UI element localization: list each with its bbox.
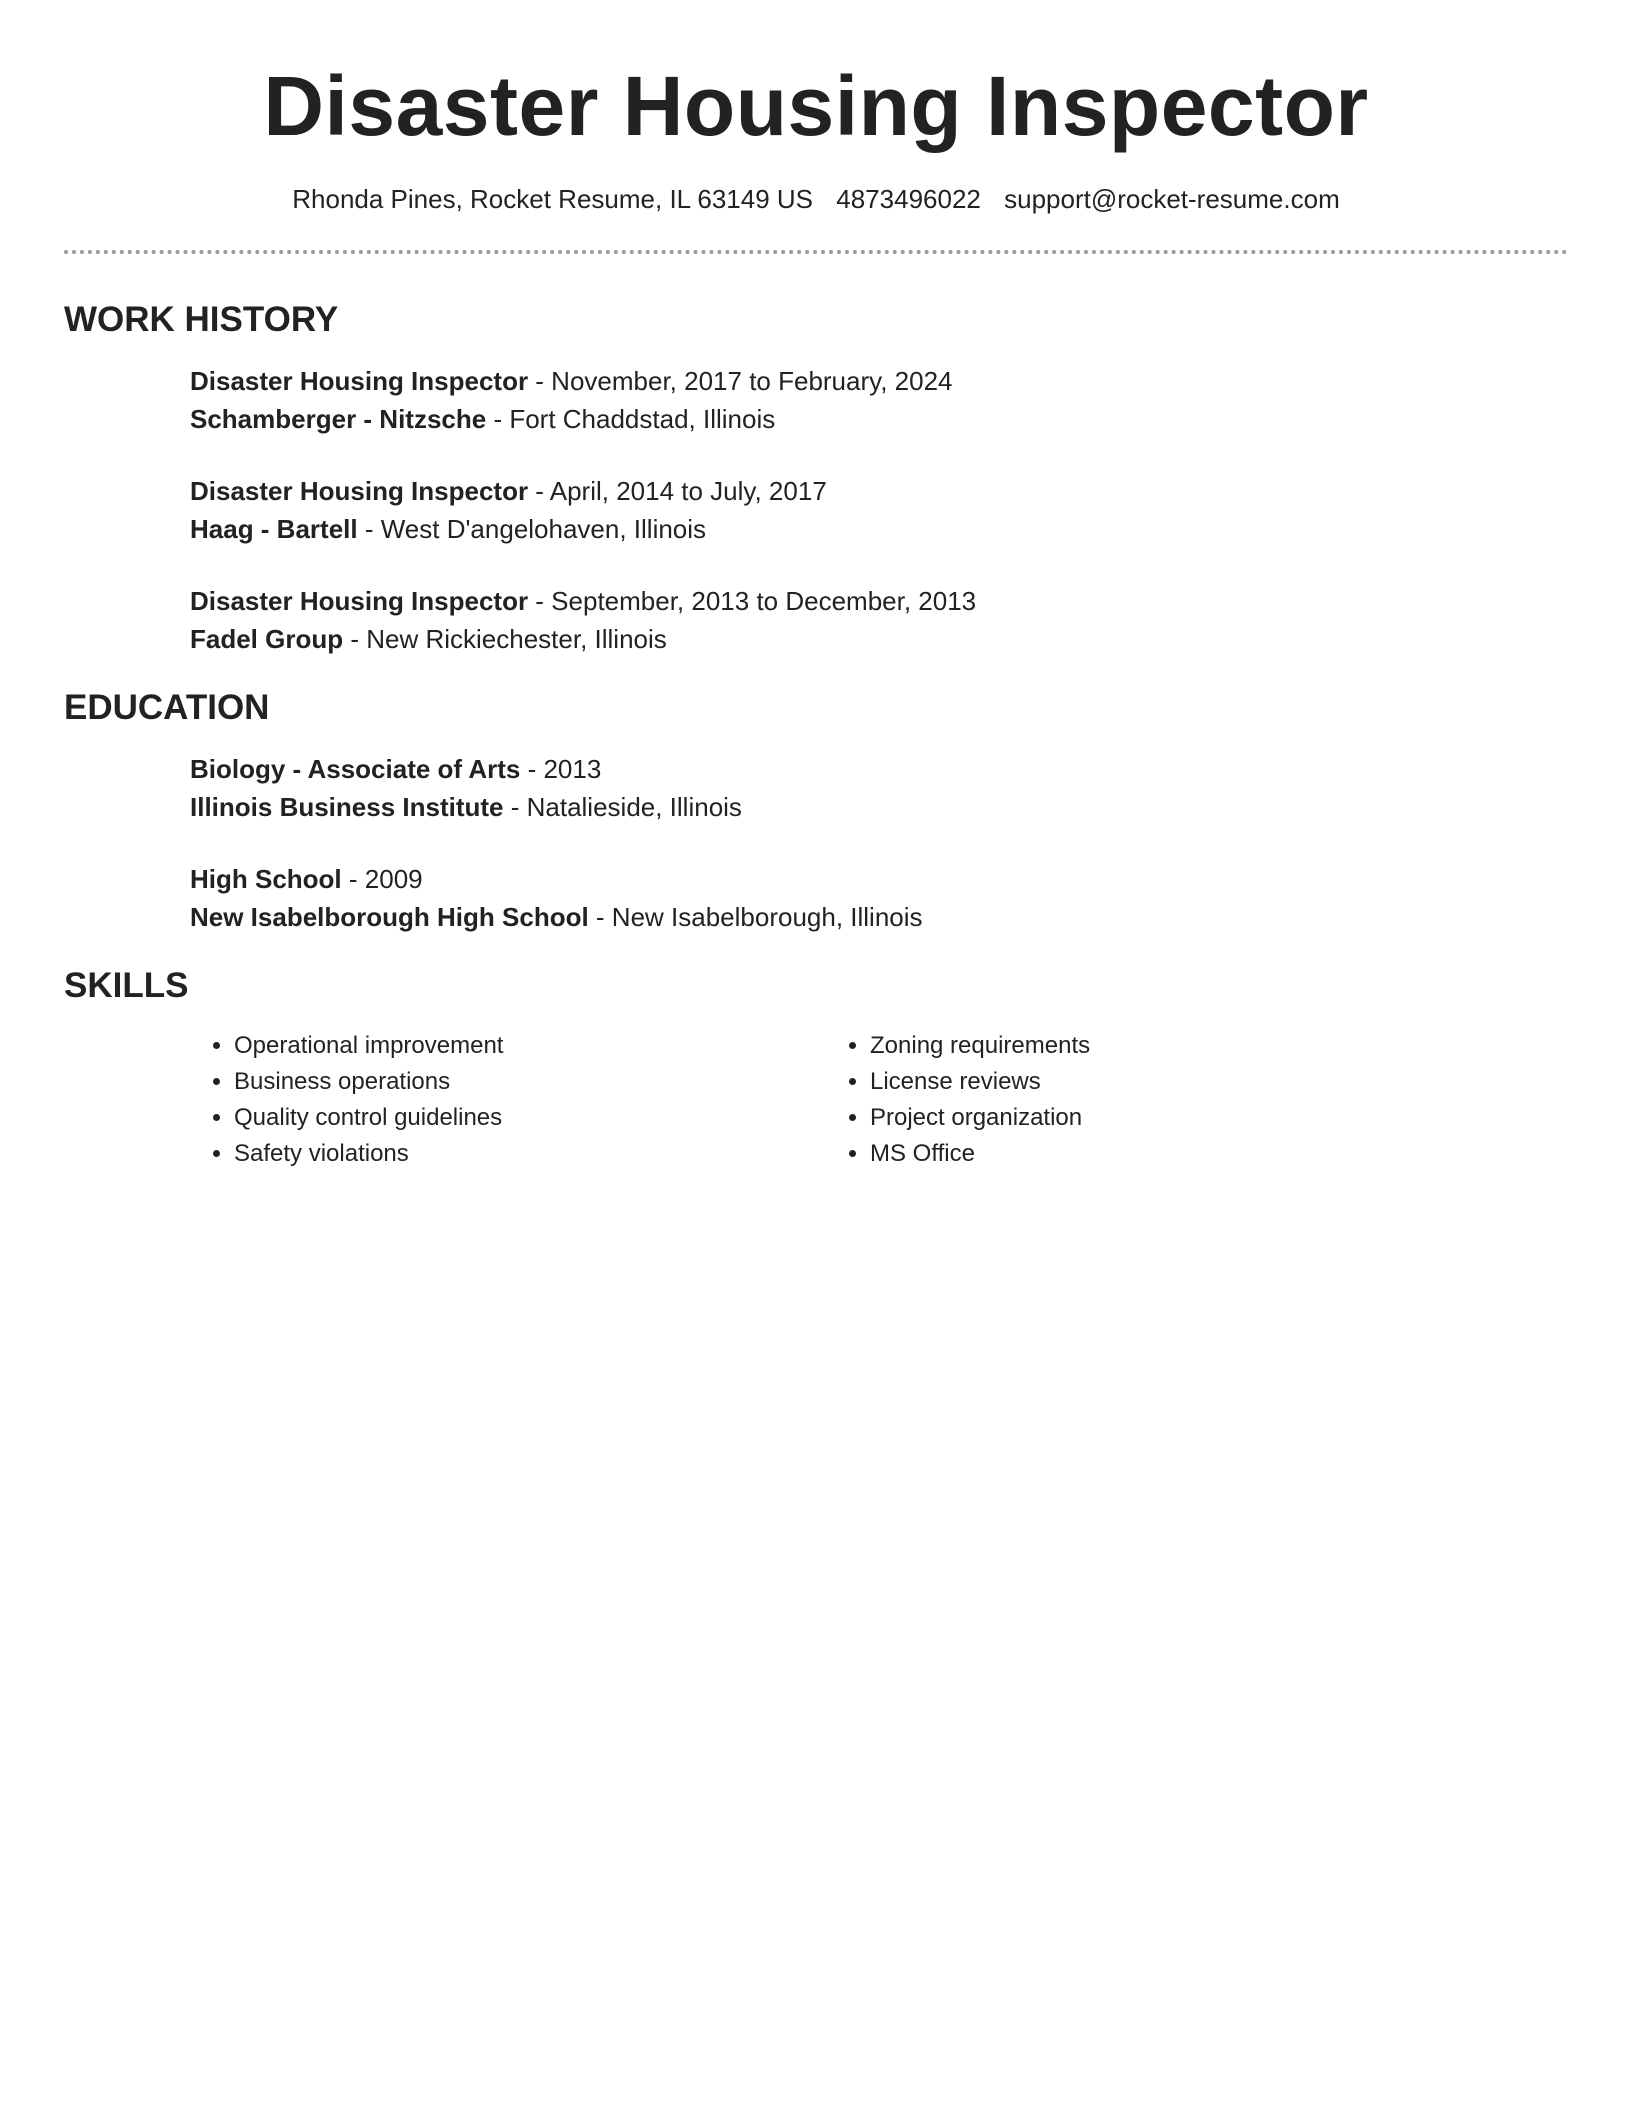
work-entry-org-line	[190, 620, 1568, 658]
skill-item: • Safety violations	[234, 1136, 826, 1172]
school-location: - Natalieside, Illinois	[503, 792, 742, 822]
skill-item: • Operational improvement	[234, 1028, 826, 1064]
job-dates: - April, 2014 to July, 2017	[528, 476, 827, 506]
degree-year: - 2013	[520, 754, 602, 784]
education-entry-title-line	[190, 860, 1568, 898]
skills-columns	[190, 1028, 1568, 1172]
school-location: - New Isabelborough, Illinois	[588, 902, 923, 932]
employer-location: - West D'angelohaven, Illinois	[357, 514, 707, 544]
education-entry	[190, 860, 1568, 936]
contact-phone: 4873496022	[836, 184, 981, 214]
employer-name: Fadel Group	[190, 624, 344, 654]
work-entry-title-line	[190, 362, 1568, 400]
work-history-list	[190, 362, 1568, 658]
work-entry-title-line	[190, 472, 1568, 510]
degree-title: High School	[190, 864, 342, 894]
employer-name: Schamberger - Nitzsche	[190, 404, 487, 434]
skills-heading: SKILLS	[64, 966, 189, 1005]
contact-address: Rhonda Pines, Rocket Resume, IL 63149 US	[292, 184, 814, 214]
resume-title: Disaster Housing Inspector	[263, 59, 1369, 153]
header-divider	[64, 250, 1568, 254]
work-entry	[190, 582, 1568, 658]
work-entry-title-line	[190, 582, 1568, 620]
skill-item: • Quality control guidelines	[234, 1100, 826, 1136]
job-dates: - September, 2013 to December, 2013	[528, 586, 977, 616]
skill-item: • Business operations	[234, 1064, 826, 1100]
work-entry-org-line	[190, 510, 1568, 548]
skill-item: • License reviews	[870, 1064, 1462, 1100]
job-title: Disaster Housing Inspector	[190, 476, 529, 506]
school-name: New Isabelborough High School	[190, 902, 589, 932]
work-entry-org-line	[190, 400, 1568, 438]
work-history-heading: WORK HISTORY	[64, 300, 339, 339]
employer-location: - New Rickiechester, Illinois	[343, 624, 667, 654]
education-entry-org-line	[190, 898, 1568, 936]
work-entry	[190, 362, 1568, 438]
education-list	[190, 750, 1568, 936]
contact-line	[64, 182, 1568, 216]
skills-list-left	[190, 1028, 826, 1172]
job-title: Disaster Housing Inspector	[190, 366, 529, 396]
education-entry-title-line	[190, 750, 1568, 788]
work-entry	[190, 472, 1568, 548]
degree-year: - 2009	[341, 864, 423, 894]
employer-location: - Fort Chaddstad, Illinois	[486, 404, 776, 434]
skill-item: • MS Office	[870, 1136, 1462, 1172]
school-name: Illinois Business Institute	[190, 792, 504, 822]
job-dates: - November, 2017 to February, 2024	[528, 366, 953, 396]
job-title: Disaster Housing Inspector	[190, 586, 529, 616]
contact-email: support@rocket-resume.com	[1004, 184, 1340, 214]
education-entry	[190, 750, 1568, 826]
education-heading: EDUCATION	[64, 688, 270, 727]
employer-name: Haag - Bartell	[190, 514, 358, 544]
skill-item: • Project organization	[870, 1100, 1462, 1136]
education-entry-org-line	[190, 788, 1568, 826]
skills-list-right	[826, 1028, 1462, 1172]
skill-item: • Zoning requirements	[870, 1028, 1462, 1064]
degree-title: Biology - Associate of Arts	[190, 754, 521, 784]
